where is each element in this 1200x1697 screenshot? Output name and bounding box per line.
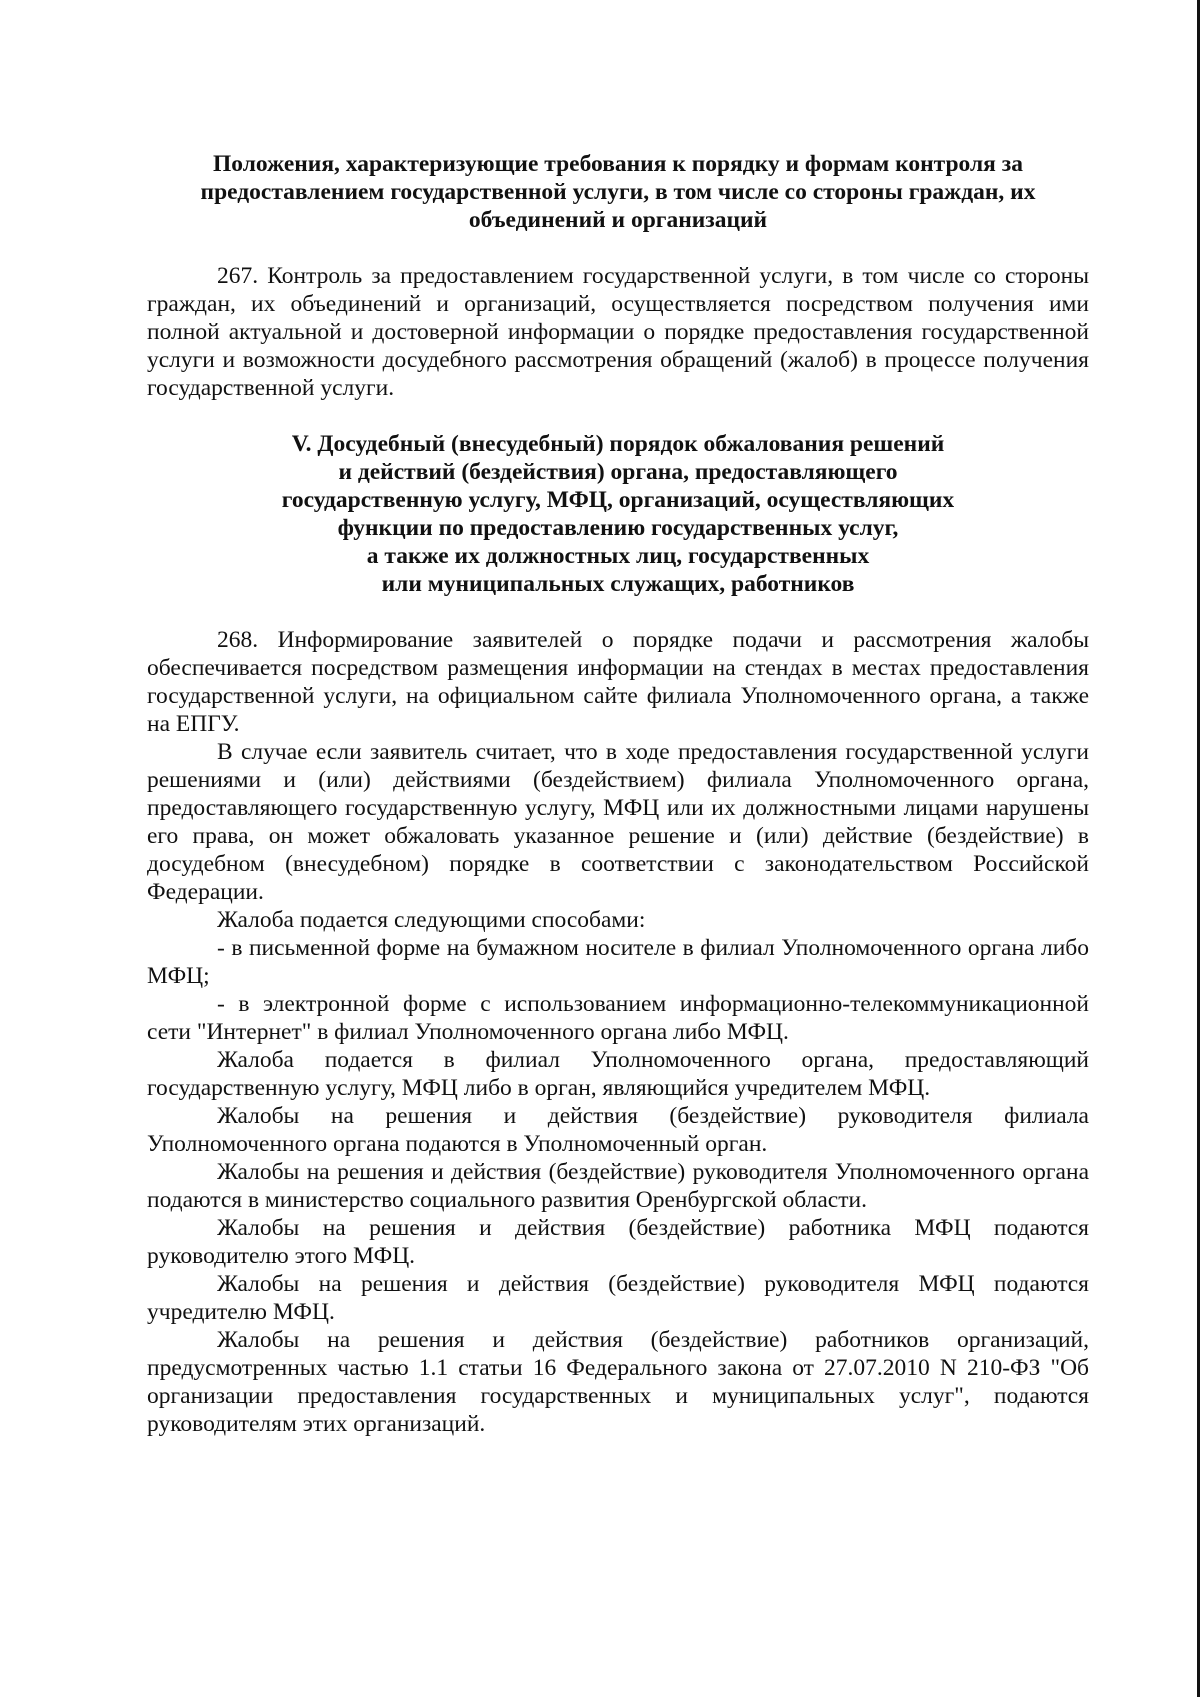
paragraph-267: 267. Контроль за предоставлением государственной услуги, в том числе со стороны граждан, их объединений и организаций, осуществляется посредством получения ими полной актуальной и достоверной информации о порядке предоставления государственной услуги и возможности досудебного рассмотрения обращений (жалоб) в процессе получения государственной услуги. bbox=[147, 263, 1089, 401]
heading-line: а также их должностных лиц, государственных bbox=[366, 543, 870, 569]
paragraph-authority-head-complaints: Жалобы на решения и действия (бездействие) руководителя Уполномоченного органа подаются в министерство социального развития Оренбургской области. bbox=[147, 1159, 1089, 1213]
list-item-electronic-form: - в электронной форме с использованием информационно-телекоммуникационной сети "Интернет" в филиал Уполномоченного органа либо МФЦ. bbox=[147, 991, 1089, 1045]
section-heading-control bbox=[147, 150, 1089, 234]
paragraph-organization-complaints: Жалобы на решения и действия (бездействие) работников организаций, предусмотренных частью 1.1 статьи 16 Федерального закона от 27.07.2010 N 210-ФЗ "Об организации предоставления государственных и муниципальных услуг", подаются руководителям этих организаций. bbox=[147, 1327, 1089, 1437]
heading-line: государственную услугу, МФЦ, организаций, осуществляющих bbox=[281, 487, 955, 513]
heading-line: и действий (бездействия) органа, предоставляющего bbox=[338, 459, 898, 485]
paragraph-branch-head-complaints: Жалобы на решения и действия (бездействие) руководителя филиала Уполномоченного органа подаются в Уполномоченный орган. bbox=[147, 1103, 1089, 1157]
heading-line: V. Досудебный (внесудебный) порядок обжалования решений bbox=[291, 431, 945, 457]
paragraph-violation-case: В случае если заявитель считает, что в ходе предоставления государственной услуги решениями и (или) действиями (бездействием) филиала Уполномоченного органа, предоставляющего государственную услугу, МФЦ или их должностными лицами нарушены его права, он может обжаловать указанное решение и (или) действие (бездействие) в досудебном (внесудебном) порядке в соответствии с законодательством Российской Федерации. bbox=[147, 739, 1089, 905]
paragraph-mfc-head-complaints: Жалобы на решения и действия (бездействие) руководителя МФЦ подаются учредителю МФЦ. bbox=[147, 1271, 1089, 1325]
document-body bbox=[147, 150, 1089, 1438]
heading-line: функции по предоставлению государственных услуг, bbox=[337, 515, 899, 541]
paragraph-complaint-methods: Жалоба подается следующими способами: bbox=[217, 907, 646, 933]
heading-line: или муниципальных служащих, работников bbox=[381, 571, 855, 597]
paragraph-complaint-destination: Жалоба подается в филиал Уполномоченного органа, предоставляющий государственную услугу, МФЦ либо в орган, являющийся учредителем МФЦ. bbox=[147, 1047, 1089, 1101]
list-item-paper-form: - в письменной форме на бумажном носителе в филиал Уполномоченного органа либо МФЦ; bbox=[147, 935, 1089, 989]
section-heading-appeal bbox=[147, 430, 1089, 598]
paragraph-mfc-employee-complaints: Жалобы на решения и действия (бездействие) работника МФЦ подаются руководителю этого МФЦ. bbox=[147, 1215, 1089, 1269]
heading-line: объединений и организаций bbox=[468, 207, 768, 233]
heading-line: предоставлением государственной услуги, в том числе со стороны граждан, их bbox=[200, 179, 1036, 205]
heading-line: Положения, характеризующие требования к порядку и формам контроля за bbox=[213, 151, 1023, 177]
paragraph-268: 268. Информирование заявителей о порядке подачи и рассмотрения жалобы обеспечивается посредством размещения информации на стендах в местах предоставления государственной услуги, на официальном сайте филиала Уполномоченного органа, а также на ЕПГУ. bbox=[147, 627, 1089, 737]
